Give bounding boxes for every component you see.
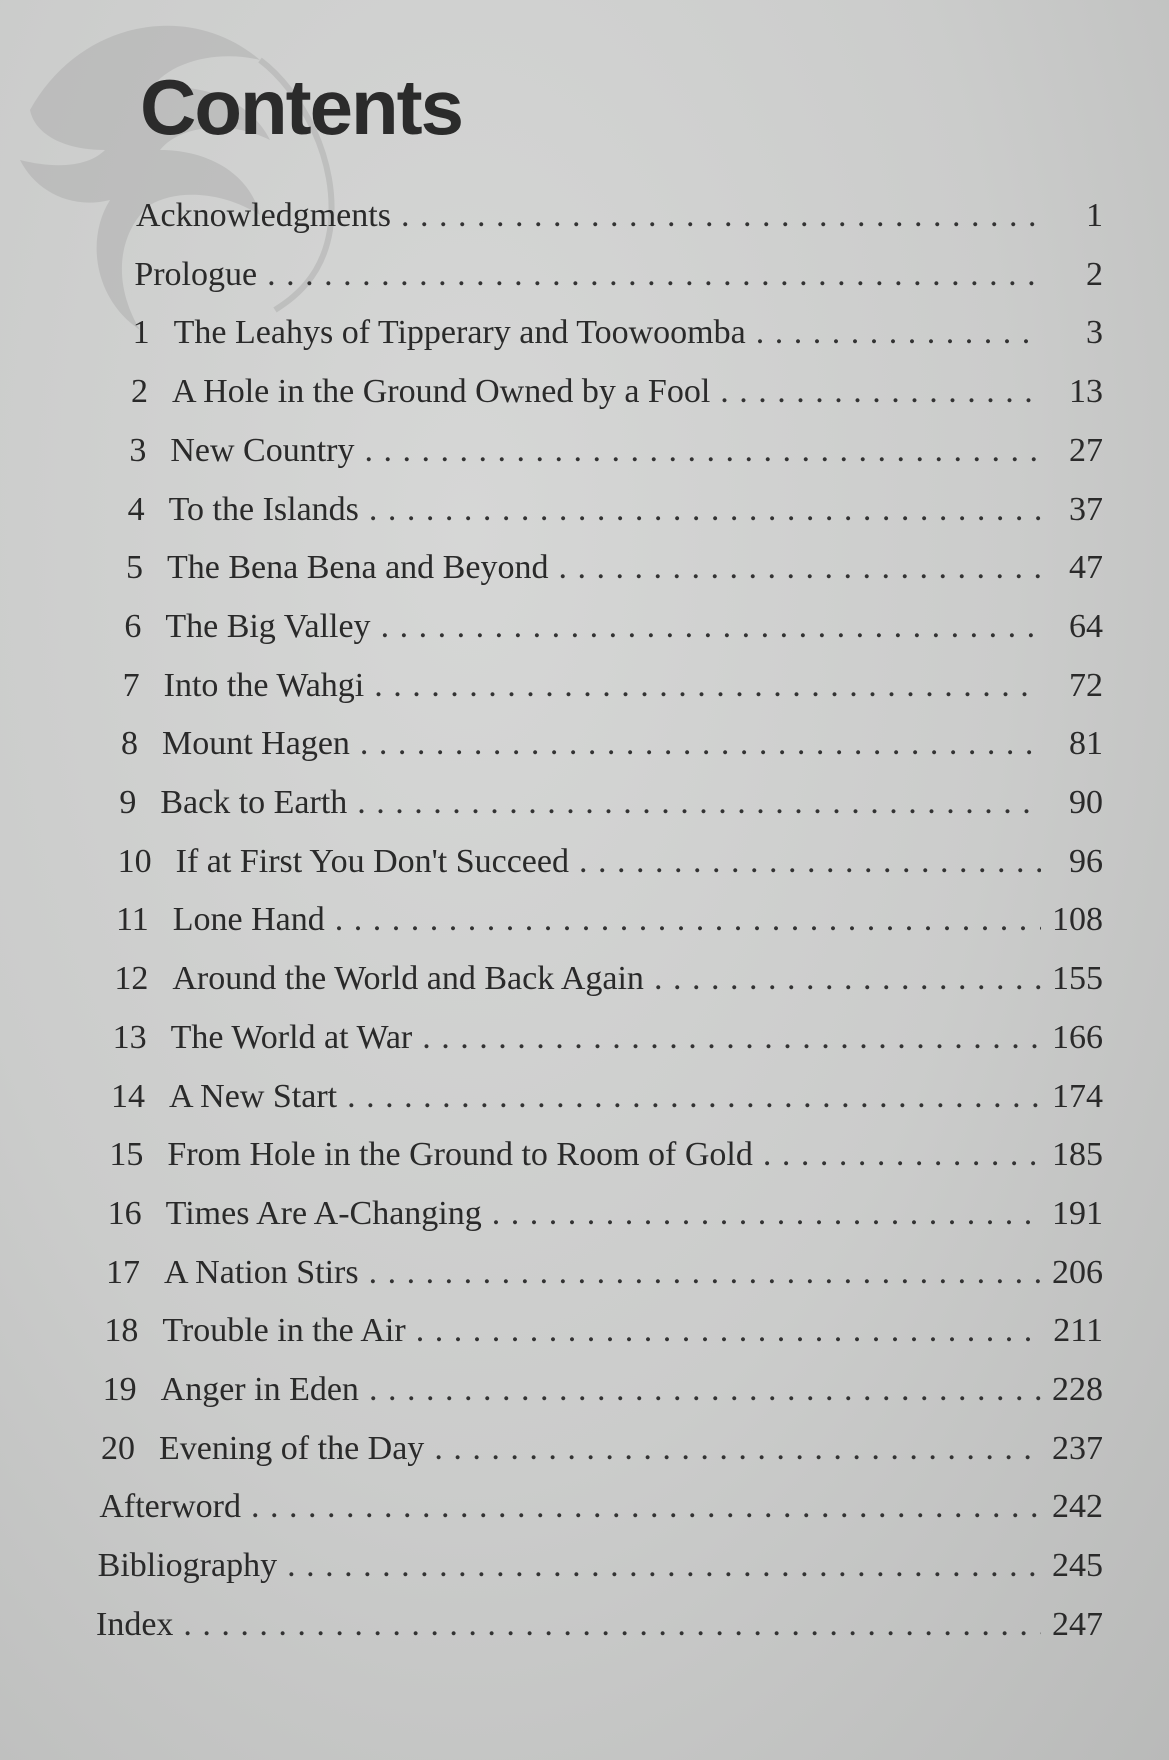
chapter-entry: [118, 842, 1103, 882]
chapter-number: 18: [104, 1312, 139, 1350]
chapter-number: 5: [126, 549, 143, 587]
page-number: 185: [1052, 1136, 1103, 1174]
page-number: 72: [1069, 666, 1103, 704]
page-number: 1: [1086, 197, 1103, 234]
chapter-number: 9: [119, 784, 137, 821]
chapter-entry: [103, 1370, 1103, 1410]
page-number: 237: [1052, 1429, 1103, 1467]
entry-title: Around the World and Back Again: [172, 960, 644, 998]
dot-leader: [267, 255, 1041, 295]
chapter-number: 17: [106, 1253, 140, 1291]
entry-title: A Nation Stirs: [164, 1253, 359, 1291]
chapter-entry: [126, 548, 1103, 588]
entry-title: A New Start: [169, 1077, 338, 1115]
back-matter-entry: [99, 1487, 1103, 1527]
chapter-entry: [113, 1018, 1103, 1058]
chapter-entry: [131, 372, 1103, 412]
dot-leader: [422, 1018, 1041, 1058]
dot-leader: [364, 431, 1041, 471]
dot-leader: [579, 842, 1041, 882]
entry-title: If at First You Don't Succeed: [175, 842, 569, 880]
entry-title: Trouble in the Air: [162, 1312, 406, 1350]
chapter-number: 8: [121, 725, 138, 763]
chapter-number: 10: [117, 842, 152, 880]
chapter-number: 2: [131, 373, 148, 411]
chapter-entry: [119, 783, 1103, 823]
chapter-number: 14: [111, 1077, 145, 1115]
page-number: 96: [1069, 842, 1103, 880]
chapter-entry: [128, 490, 1103, 530]
page-number: 90: [1069, 784, 1103, 821]
page-number: 27: [1069, 431, 1103, 469]
dot-leader: [416, 1311, 1041, 1351]
dot-leader: [763, 1135, 1041, 1175]
entry-title: Back to Earth: [160, 784, 348, 821]
chapter-entry: [129, 431, 1103, 471]
dot-leader: [287, 1546, 1041, 1586]
chapter-entry: [124, 607, 1103, 647]
page-number: 245: [1052, 1547, 1103, 1585]
page-number: 206: [1052, 1253, 1103, 1291]
entry-title: To the Islands: [168, 490, 359, 528]
chapter-number: 7: [122, 666, 140, 704]
chapter-number: 4: [127, 490, 145, 528]
entry-title: Lone Hand: [172, 901, 325, 939]
entry-title: A Hole in the Ground Owned by a Fool: [172, 373, 711, 411]
entry-title: The Leahys of Tipperary and Toowoomba: [173, 314, 746, 352]
chapter-entry: [121, 724, 1103, 764]
chapter-entry: [133, 313, 1103, 353]
page-number: 242: [1052, 1488, 1103, 1526]
front-matter-entry: [134, 255, 1103, 295]
dot-leader: [756, 313, 1041, 353]
dot-leader: [369, 1370, 1041, 1410]
dot-leader: [183, 1605, 1041, 1645]
dot-leader: [251, 1487, 1041, 1527]
page-number: 13: [1069, 373, 1103, 411]
dot-leader: [374, 666, 1041, 706]
dot-leader: [360, 724, 1041, 764]
page-number: 211: [1053, 1312, 1103, 1350]
entry-title: Anger in Eden: [160, 1371, 359, 1408]
chapter-number: 11: [116, 901, 149, 939]
page-number: 108: [1052, 901, 1103, 939]
dot-leader: [357, 783, 1041, 823]
chapter-number: 13: [112, 1018, 147, 1056]
chapter-number: 15: [109, 1136, 144, 1174]
entry-title: Prologue: [134, 255, 258, 293]
entry-title: The Bena Bena and Beyond: [167, 549, 549, 587]
chapter-entry: [104, 1311, 1103, 1351]
chapter-number: 3: [129, 431, 147, 469]
page-number: 3: [1086, 314, 1103, 352]
chapter-number: 16: [107, 1194, 142, 1232]
entry-title: Afterword: [99, 1488, 241, 1526]
back-matter-entry: [96, 1605, 1103, 1645]
dot-leader: [369, 1253, 1041, 1293]
entry-title: The World at War: [170, 1018, 413, 1056]
entry-title: Index: [96, 1605, 174, 1643]
page-number: 191: [1052, 1194, 1103, 1232]
page-number: 174: [1052, 1077, 1103, 1115]
chapter-entry: [123, 666, 1103, 706]
chapter-entry: [116, 900, 1103, 940]
dot-leader: [401, 196, 1041, 236]
chapter-entry: [108, 1194, 1103, 1234]
entry-title: Evening of the Day: [159, 1429, 425, 1467]
entry-title: The Big Valley: [165, 607, 371, 645]
page-number: 247: [1052, 1605, 1103, 1643]
page-number: 2: [1086, 255, 1103, 293]
entry-title: Times Are A-Changing: [165, 1194, 482, 1232]
chapter-entry: [114, 959, 1103, 999]
entry-title: Into the Wahgi: [163, 666, 365, 704]
chapter-number: 12: [114, 960, 149, 998]
dot-leader: [381, 607, 1041, 647]
entry-title: From Hole in the Ground to Room of Gold: [167, 1136, 753, 1174]
chapter-number: 20: [101, 1429, 135, 1467]
page-number: 64: [1069, 607, 1103, 645]
dot-leader: [492, 1194, 1041, 1234]
chapter-number: 6: [124, 607, 142, 645]
entry-title: Acknowledgments: [136, 197, 391, 234]
page-number: 155: [1052, 960, 1103, 998]
dot-leader: [720, 372, 1041, 412]
chapter-number: 1: [132, 314, 150, 352]
dot-leader: [347, 1077, 1041, 1117]
dot-leader: [335, 900, 1041, 940]
entry-title: New Country: [170, 431, 355, 469]
dot-leader: [558, 548, 1041, 588]
chapter-entry: [109, 1135, 1103, 1175]
back-matter-entry: [98, 1546, 1103, 1586]
page-number: 166: [1052, 1018, 1103, 1056]
page-number: 37: [1069, 490, 1103, 528]
page-title: Contents: [140, 63, 462, 151]
page-number: 47: [1069, 549, 1103, 587]
chapter-entry: [101, 1429, 1103, 1469]
chapter-number: 19: [102, 1371, 137, 1408]
chapter-entry: [106, 1253, 1103, 1293]
dot-leader: [434, 1429, 1041, 1469]
page-number: 81: [1069, 725, 1103, 763]
dot-leader: [654, 959, 1041, 999]
page-number: 228: [1052, 1371, 1103, 1408]
entry-title: Bibliography: [97, 1547, 278, 1585]
entry-title: Mount Hagen: [162, 725, 350, 763]
dot-leader: [369, 490, 1041, 530]
front-matter-entry: [136, 196, 1103, 236]
chapter-entry: [111, 1077, 1103, 1117]
